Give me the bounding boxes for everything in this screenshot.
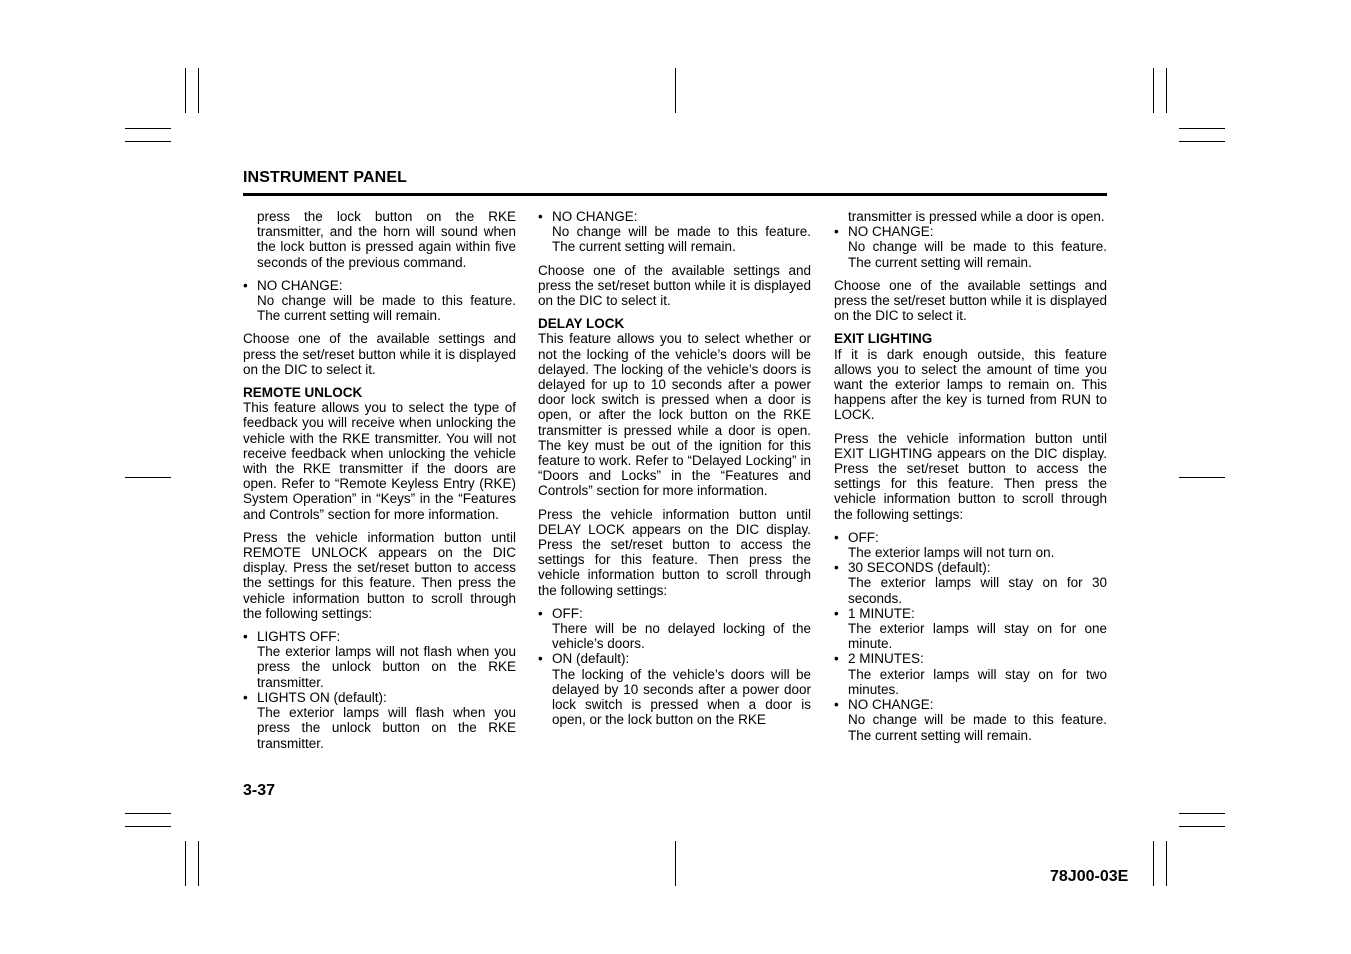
list-item (834, 224, 1107, 270)
crop-mark (675, 68, 676, 113)
paragraph: Press the vehicle information button until DELAY LOCK appears on the DIC display. Press the set/reset button to access the settings for this feature. Then press the vehicle information button to scroll through the following settings: (538, 506, 811, 598)
list-item (834, 560, 1107, 606)
section-heading: EXIT LIGHTING (834, 331, 933, 347)
setting-name: • OFF: (552, 605, 583, 621)
document-code: 78J00-03E (1050, 868, 1129, 885)
list-item (538, 651, 811, 727)
crop-mark (1179, 141, 1225, 142)
list-item (243, 690, 516, 751)
column-3 (834, 209, 1107, 751)
paragraph: Press the vehicle information button until REMOTE UNLOCK appears on the DIC display. Press the set/reset button to access the settings for this feature. Then press the vehicle information button to scroll through the following settings: (243, 529, 516, 621)
section-header: INSTRUMENT PANEL (243, 169, 407, 186)
setting-name: • 2 MINUTES: (848, 651, 924, 667)
setting-description: No change will be made to this feature. The current setting will remain. (257, 293, 516, 324)
list-item (834, 606, 1107, 652)
setting-description: The exterior lamps will stay on for two minutes. (848, 666, 1107, 697)
setting-name: • NO CHANGE: (257, 277, 343, 293)
paragraph: Choose one of the available settings and press the set/reset button while it is displayed on the DIC to select it. (538, 262, 811, 309)
list-item (834, 651, 1107, 697)
crop-mark (1179, 813, 1225, 814)
setting-description: No change will be made to this feature. The current setting will remain. (848, 239, 1107, 270)
setting-name: • LIGHTS OFF: (257, 629, 341, 645)
crop-mark (1153, 841, 1154, 886)
crop-mark (1166, 68, 1167, 113)
setting-description: The exterior lamps will flash when you press the unlock button on the RKE transmitter. (257, 705, 516, 751)
crop-mark (125, 477, 171, 478)
setting-description: The exterior lamps will not turn on. (848, 545, 1055, 561)
continued-text: transmitter is pressed while a door is open. (848, 209, 1105, 224)
paragraph: Choose one of the available settings and press the set/reset button while it is displayed on the DIC to select it. (243, 331, 516, 377)
paragraph: This feature allows you to select the type of feedback you will receive when unlocking the vehicle with the RKE transmitter. You will not receive feedback when unlocking the vehicle with the RKE transmitter if the doors are open. Refer to “Remote Keyless Entry (RKE) System Operation” in “Keys” in the “Features and Controls” section for more information. (243, 400, 516, 522)
section-heading: REMOTE UNLOCK (243, 385, 363, 401)
list-item (243, 278, 516, 324)
settings-list (834, 224, 1107, 270)
settings-list (538, 209, 811, 255)
setting-name: • OFF: (848, 529, 879, 545)
setting-description: The exterior lamps will stay on for one minute. (848, 621, 1107, 652)
settings-list (538, 606, 811, 728)
setting-name: • 1 MINUTE: (848, 605, 915, 621)
crop-mark (1166, 841, 1167, 886)
crop-mark (125, 826, 171, 827)
setting-description: No change will be made to this feature. The current setting will remain. (848, 712, 1107, 743)
setting-description: The exterior lamps will not flash when you press the unlock button on the RKE transmitter. (257, 644, 516, 690)
paragraph: If it is dark enough outside, this feature allows you to select the amount of time you want the exterior lamps to remain on. This happens after the key is turned from RUN to LOCK. (834, 346, 1107, 423)
continued-text: press the lock button on the RKE transmitter, and the horn will sound when the lock button is pressed again within five seconds of the previous command. (257, 209, 516, 270)
section-heading: DELAY LOCK (538, 316, 625, 332)
setting-description: No change will be made to this feature. The current setting will remain. (552, 224, 811, 255)
setting-description: The exterior lamps will stay on for 30 seconds. (848, 575, 1107, 606)
page-number: 3-37 (243, 782, 276, 799)
crop-mark (198, 841, 199, 886)
crop-mark (125, 813, 171, 814)
column-2 (538, 209, 811, 736)
setting-name: • NO CHANGE: (552, 209, 638, 224)
setting-name: • NO CHANGE: (848, 224, 934, 240)
paragraph: This feature allows you to select whether or not the locking of the vehicle’s doors will be delayed. The locking of the vehicle’s doors is delayed for up to 10 seconds after a power door lock switch is pressed when a door is open, or after the lock button on the RKE transmitter is pressed while a door is open. The key must be out of the ignition for this feature to work. Refer to “Delayed Locking” in “Doors and Locks” in the “Features and Controls” section for more information. (538, 331, 811, 499)
list-item (834, 697, 1107, 743)
crop-mark (185, 841, 186, 886)
setting-name: • 30 SECONDS (default): (848, 560, 991, 576)
crop-mark (125, 128, 171, 129)
list-item (243, 629, 516, 690)
crop-mark (125, 141, 171, 142)
crop-mark (1153, 68, 1154, 113)
setting-name: • ON (default): (552, 651, 630, 667)
paragraph: Choose one of the available settings and press the set/reset button while it is displayed on the DIC to select it. (834, 277, 1107, 324)
crop-mark (185, 68, 186, 113)
crop-mark (1179, 826, 1225, 827)
list-item (538, 606, 811, 652)
list-item (538, 209, 811, 255)
setting-name: • NO CHANGE: (848, 697, 934, 713)
settings-list (243, 278, 516, 324)
setting-description: There will be no delayed locking of the vehicle’s doors. (552, 621, 811, 652)
paragraph: Press the vehicle information button until EXIT LIGHTING appears on the DIC display. Press the set/reset button to access the settings for this feature. Then press the vehicle information button to scroll through the following settings: (834, 430, 1107, 522)
crop-mark (1179, 477, 1225, 478)
header-rule (243, 193, 1107, 196)
setting-name: • LIGHTS ON (default): (257, 689, 387, 705)
setting-description: The locking of the vehicle’s doors will be delayed by 10 seconds after a power door lock switch is pressed when a door is open, or the lock button on the RKE (552, 666, 811, 728)
column-1 (243, 209, 516, 759)
crop-mark (1179, 128, 1225, 129)
list-item (834, 530, 1107, 560)
settings-list (243, 629, 516, 751)
crop-mark (675, 841, 676, 886)
crop-mark (198, 68, 199, 113)
settings-list (834, 530, 1107, 743)
